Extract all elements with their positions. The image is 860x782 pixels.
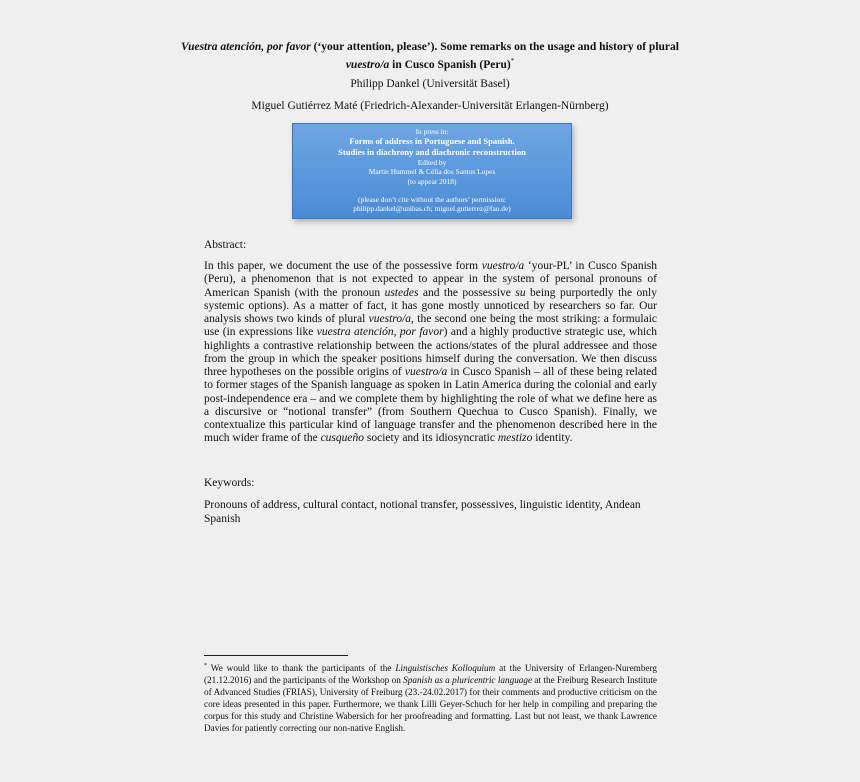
abstract-italic: vuestro/a <box>404 366 448 378</box>
paper-title <box>170 40 690 72</box>
press-volume-title: Forms of address in Portuguese and Spanish. <box>349 136 515 147</box>
author-2: Miguel Gutiérrez Maté (Friedrich-Alexander-Universität Erlangen-Nürnberg) <box>251 100 609 112</box>
title-part: (‘your attention, please’). Some remarks on the usage and history of plural <box>310 41 679 53</box>
footnote-italic: Linguistisches Kolloquium <box>395 663 496 674</box>
abstract-italic: ustedes <box>384 286 419 299</box>
press-volume-subtitle: Studies in diachrony and diachronic reconstruction <box>338 147 526 158</box>
press-line: Edited by <box>417 158 447 168</box>
abstract-part: , the second one being the most striking: a formulaic use (in expressions like <box>204 313 657 339</box>
press-line: (please don’t cite without the authors’ permission: <box>358 194 506 204</box>
keywords-text: Pronouns of address, cultural contact, notional transfer, possessives, linguistic identity, Andean Spanish <box>204 499 641 525</box>
author-1: Philipp Dankel (Universität Basel) <box>350 78 510 90</box>
footnote-italic: Spanish as a pluricentric language <box>403 675 533 686</box>
footnote-part: at the Freiburg Research Institute of Advanced Studies (FRIAS), University of Freiburg (23.-24.02.2017) for their comments and productive criticism on the core ideas presented in this paper. Furthermore, we thank Lilli Geyer-Schuch for her help in compiling and preparing the corpus for this study and Christine Wabersich for her proofreading and formatting. Last but not least, we thank Lawrence Davies for patiently correcting our non-native English. <box>204 675 657 734</box>
footnote-part: at the University of Erlangen-Nuremberg (21.12.2016) and the participants of the Workshop on <box>204 663 657 686</box>
title-part: in Cusco Spanish (Peru) <box>389 58 511 71</box>
abstract-part: being purportedly the only systemic options). As a matter of fact, it has gone mostly unnoticed by researchers so far. Our analysis shows two kinds of plural <box>204 286 657 325</box>
abstract-italic: vuestro/a <box>481 260 525 272</box>
abstract-part: ‘your-PL’ in Cusco Spanish (Peru), a phenomenon that is not expected to appear in the system of personal pronouns of American Spanish (with the pronoun <box>204 260 657 299</box>
press-contact: philipp.dankel@unibas.ch; miguel.gutierrez@fau.de) <box>353 204 511 214</box>
abstract-italic: mestizo <box>497 432 533 445</box>
footnote-part: We would like to thank the participants of the <box>207 663 396 674</box>
footnote <box>204 660 657 734</box>
keywords-heading: Keywords: <box>204 477 255 489</box>
abstract-part: ) and a highly productive strategic use, which highlights a contrastive relationship between the actions/states of the plural addressee and those from the group in which the speaker positions himself during the conversation. We then discuss three hypotheses on the possible origins of <box>204 326 657 378</box>
abstract-part: identity. <box>532 432 573 445</box>
title-italic-part: Vuestra atención, por favor <box>181 41 311 53</box>
abstract-italic: su <box>515 286 526 299</box>
press-line: (to appear 2018) <box>407 176 457 186</box>
in-press-box <box>292 123 572 219</box>
abstract-italic: vuestra atención, por favor <box>316 326 444 339</box>
abstract-part: in Cusco Spanish – all of these being related to former stages of the Spanish language as spoken in Latin America during the colonial and early post-independence era – and we complete them by highlighting the role of what we define here as a discursive or “notional transfer” (from Southern Quechua to Cusco Spanish). Finally, we contextualize this particular kind of language transfer and the phenomenon described here in the much wider frame of the <box>204 366 657 445</box>
abstract-part: In this paper, we document the use of the possessive form <box>204 260 482 272</box>
abstract-italic: vuestro/a <box>368 313 412 325</box>
press-editors: Martin Hummel & Célia dos Santos Lopes <box>368 167 496 177</box>
footnote-rule <box>204 655 348 656</box>
abstract-part: and the possessive <box>418 286 516 299</box>
footnote-mark: * <box>204 663 207 669</box>
title-footnote-mark: * <box>510 57 515 65</box>
abstract-heading: Abstract: <box>204 239 247 251</box>
abstract-text <box>204 260 657 446</box>
press-line: In press in: <box>415 127 449 136</box>
abstract-italic: cusqueño <box>320 432 364 445</box>
abstract-part: society and its idiosyncratic <box>364 432 498 445</box>
title-italic-part: vuestro/a <box>345 58 390 71</box>
